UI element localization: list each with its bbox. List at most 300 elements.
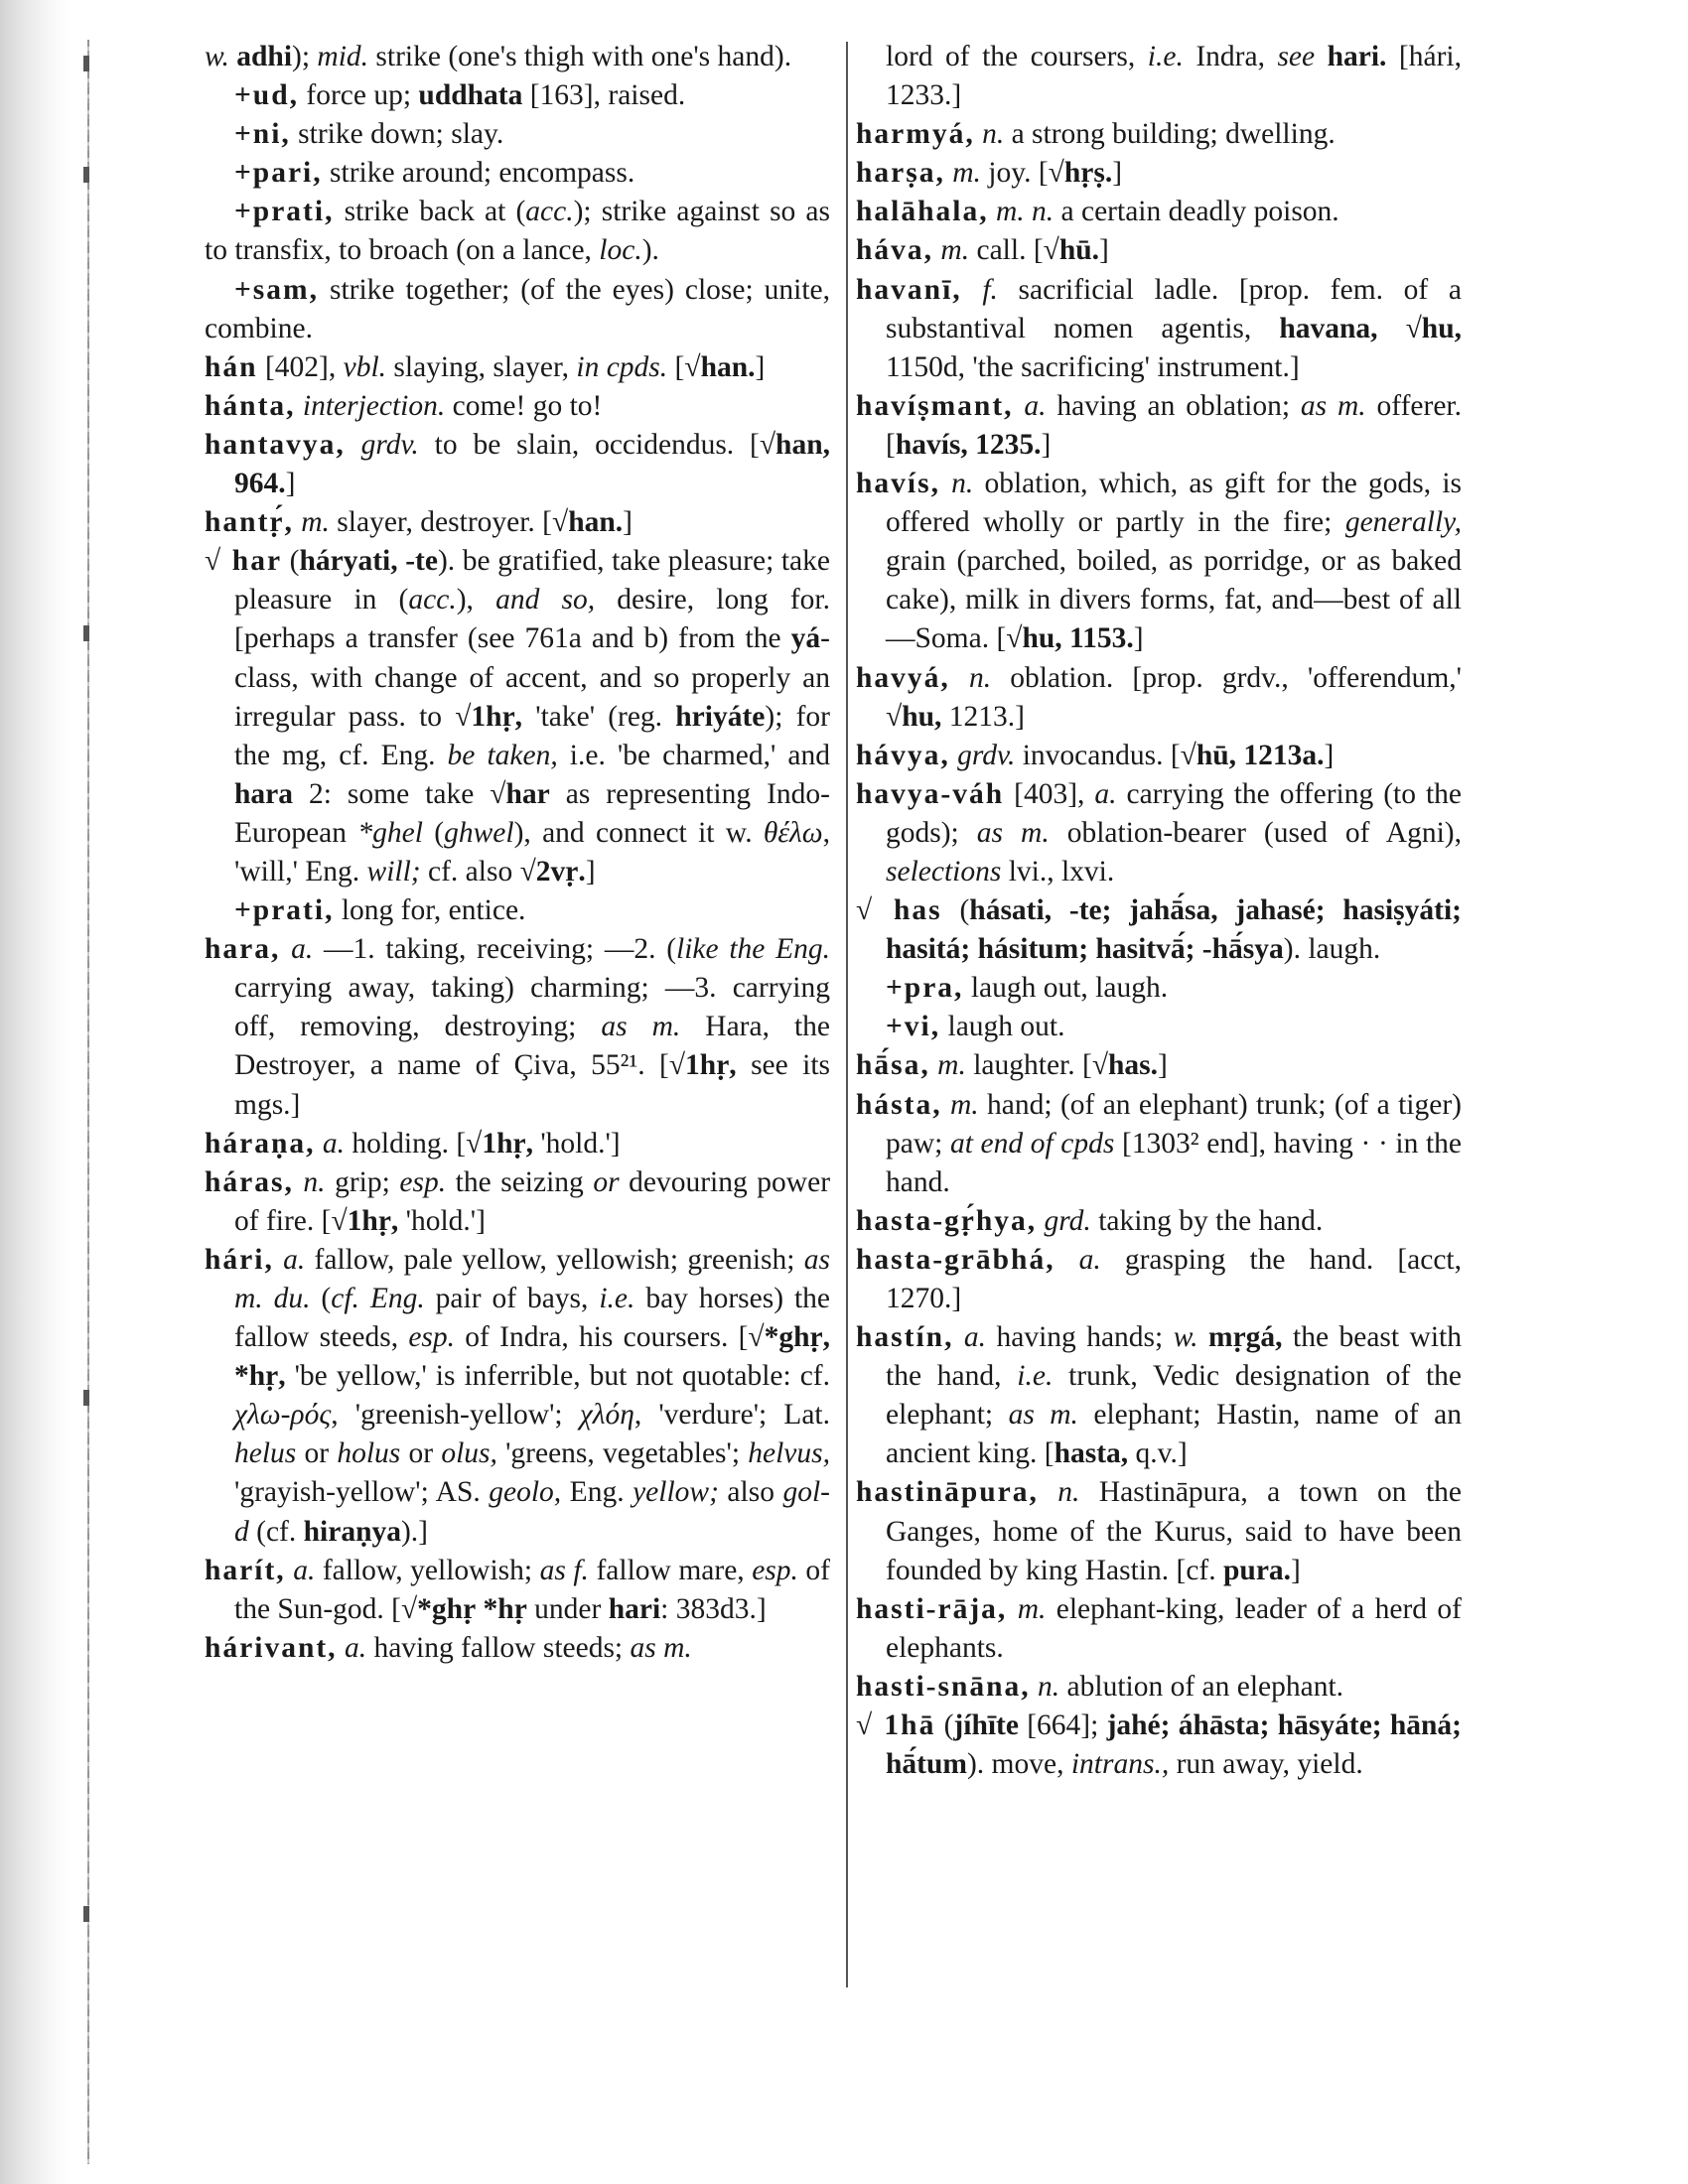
entry-text: esp. <box>752 1554 798 1586</box>
entry-text: [403], <box>1004 777 1095 810</box>
right-column <box>856 38 1462 1784</box>
dictionary-entry <box>856 1202 1462 1241</box>
entry-text: ); for the mg, cf. Eng. <box>234 700 830 771</box>
dictionary-entry <box>856 193 1462 231</box>
entry-text: long for, entice. <box>334 894 526 927</box>
entry-text <box>1007 1593 1017 1625</box>
entry-text: cf. also <box>420 855 520 887</box>
entry-text: yellow; <box>633 1476 719 1509</box>
entry-text: n. <box>982 118 1005 151</box>
entry-text: generally, <box>1344 506 1462 539</box>
entry-text: a certain deadly poison. <box>1054 196 1339 228</box>
entry-text: ), <box>456 584 496 616</box>
sub-entry <box>856 969 1462 1008</box>
entry-text: m. n. <box>995 196 1055 228</box>
entry-text: force up; <box>299 79 419 112</box>
column-divider <box>846 42 848 1987</box>
dictionary-entry <box>856 1086 1462 1202</box>
entry-text: 2: some take <box>293 777 491 810</box>
entry-text: 'be yellow,' is inferrible, but not quotable: cf. <box>285 1360 830 1393</box>
entry-text: Hastināpura, a town on the Ganges, home of the Kurus, said to have been founded by king Hastin. [cf. <box>886 1476 1463 1586</box>
entry-text: as m. <box>630 1631 692 1664</box>
entry-text <box>1198 1321 1208 1353</box>
dictionary-entry <box>205 387 830 426</box>
entry-text: grdv. <box>360 428 419 461</box>
headword: hávya, <box>856 739 950 771</box>
entry-text: a. <box>1094 777 1117 810</box>
entry-text: ] <box>1041 428 1052 461</box>
entry-text: hasta, <box>1054 1437 1129 1470</box>
entry-text: laugh out. <box>940 1011 1065 1043</box>
entry-text: ). be gratified, take pleasure; take pleasure in ( <box>234 545 830 616</box>
dictionary-entry <box>856 1706 1462 1784</box>
entry-text: i.e. <box>1017 1360 1054 1393</box>
dictionary-entry <box>856 659 1462 737</box>
entry-text: n. <box>951 468 974 500</box>
entry-text: like the Eng. <box>676 933 830 966</box>
entry-text: ] <box>1158 1049 1168 1082</box>
entry-text: in cpds. <box>576 350 668 383</box>
headword: hasti-rāja, <box>856 1592 1008 1625</box>
entry-text: grip; <box>325 1165 400 1198</box>
entry-text: hriyáte <box>675 700 766 733</box>
entry-text: carrying away, taking) charming; —3. carrying off, removing, destroying; <box>234 972 830 1043</box>
dictionary-entry <box>856 891 1462 969</box>
entry-text: √hū. <box>1043 234 1100 267</box>
entry-text: strike (one's thigh with one's hand). <box>368 41 792 72</box>
headword: harmyá, <box>856 118 975 151</box>
entry-text: √*ghṛ, *hṛ, <box>234 1321 830 1393</box>
entry-text: √*ghṛ *hṛ <box>400 1592 527 1625</box>
entry-text: or <box>400 1437 442 1470</box>
entry-text: m. <box>940 234 970 267</box>
dictionary-entry <box>856 1668 1462 1706</box>
entry-text: √hū, 1213a. <box>1180 739 1325 771</box>
headword: háras, <box>205 1165 294 1198</box>
entry-text: as representing Indo-European <box>234 777 830 849</box>
binding-mark <box>83 167 89 183</box>
entry-text: uddhata <box>418 79 523 112</box>
entry-text: jíhīte <box>953 1709 1019 1742</box>
entry-text: *ghel <box>357 816 423 849</box>
entry-text: laugh out, laugh. <box>963 972 1169 1005</box>
sub-entry <box>205 154 830 193</box>
entry-text: havís, 1235. <box>895 428 1042 461</box>
dictionary-entry <box>856 775 1462 891</box>
entry-text: ] <box>1099 234 1109 267</box>
sub-entry <box>856 38 1462 115</box>
entry-text: √hu, 1153. <box>1006 622 1134 655</box>
entry-text: w. <box>205 41 229 72</box>
headword: hantavya, <box>205 428 346 461</box>
headword: hastín, <box>856 1321 954 1354</box>
entry-text: oblation. [prop. grdv., 'offerendum,' <box>991 661 1462 694</box>
entry-text: as f. <box>539 1554 589 1586</box>
entry-text: the seizing <box>446 1165 594 1198</box>
entry-text: ] <box>1133 622 1144 655</box>
dictionary-entry <box>205 1125 830 1163</box>
headword: hantṛ́, <box>205 506 294 539</box>
entry-text <box>1039 1476 1057 1508</box>
entry-text: hara <box>234 777 293 810</box>
entry-text: strike back at ( <box>334 196 526 228</box>
entry-text: elephant-king, leader of a herd of elephants. <box>886 1592 1463 1664</box>
entry-text: m. <box>937 1049 966 1082</box>
entry-text: gol-d <box>234 1476 830 1548</box>
headword: havanī, <box>856 273 962 306</box>
entry-text: trunk, Vedic designation of the elephant; <box>886 1360 1462 1432</box>
entry-text: n. <box>303 1165 326 1198</box>
entry-text: call. [ <box>969 234 1044 267</box>
entry-text: : 383d3.] <box>660 1592 767 1625</box>
entry-text: esp. <box>408 1321 456 1354</box>
sub-entry <box>205 38 830 76</box>
entry-text: 'take' (reg. <box>522 700 676 733</box>
entry-text: of Indra, his coursers. [ <box>455 1321 749 1354</box>
entry-text: esp. <box>399 1165 447 1198</box>
entry-text: fallow, yellowish; <box>315 1554 540 1586</box>
dictionary-entry <box>856 1318 1462 1473</box>
entry-text: Eng. <box>561 1476 633 1509</box>
entry-text: [402], <box>257 350 344 383</box>
entry-text: ] <box>755 350 766 383</box>
headword: hasti-snāna, <box>856 1670 1031 1703</box>
sub-entry <box>205 76 830 115</box>
entry-text <box>940 468 951 499</box>
entry-text: loc. <box>599 234 642 267</box>
entry-text: 'hold.'] <box>398 1204 486 1237</box>
entry-text: pair of bays, <box>424 1283 600 1314</box>
headword: havyá, <box>856 661 950 694</box>
dictionary-entry <box>856 1473 1462 1589</box>
entry-text: ), and connect it w. <box>513 816 764 849</box>
entry-text: adhi <box>236 41 293 72</box>
headword: háraṇa, <box>205 1127 316 1160</box>
entry-text: ablution of an elephant. <box>1059 1670 1344 1703</box>
entry-text: √hṛṣ. <box>1048 157 1113 190</box>
entry-text: ); strike against so as to transfix, to broach (on a lance, <box>205 196 830 267</box>
dictionary-entry <box>205 1241 830 1552</box>
entry-text: bay horses) the fallow steeds, <box>234 1283 831 1354</box>
entry-text: ] <box>285 468 296 500</box>
entry-text: [hári, 1233.] <box>886 41 1462 112</box>
entry-text: —1. taking, receiving; —2. ( <box>313 933 677 966</box>
headword: √ has <box>856 894 942 927</box>
headword: hasta-gṛ́hya, <box>856 1204 1038 1237</box>
entry-text <box>950 662 969 694</box>
binding-mark <box>83 625 89 641</box>
sub-entry <box>856 1008 1462 1046</box>
dictionary-entry <box>205 426 830 503</box>
entry-text: grd. <box>1044 1204 1091 1237</box>
entry-text: ( <box>941 894 970 927</box>
entry-text: Hara, the Destroyer, a name of Çiva, 55²¹. [ <box>234 1011 830 1082</box>
entry-text: ). move, <box>966 1748 1071 1781</box>
entry-text: a strong building; dwelling. <box>1004 118 1336 151</box>
dictionary-entry <box>856 154 1462 193</box>
entry-text <box>296 390 303 422</box>
entry-text: √1hṛ, <box>455 700 523 733</box>
entry-text: see <box>1277 41 1316 72</box>
entry-text: √1hṛ, <box>466 1127 533 1160</box>
entry-text: fallow, pale yellow, yellowish; greenish; <box>305 1243 804 1276</box>
entry-text: √han. <box>552 506 624 539</box>
entry-text: vbl. <box>343 350 387 383</box>
dictionary-entry <box>205 348 830 387</box>
entry-text <box>338 1632 345 1664</box>
entry-text: desire, long for. [perhaps a transfer (see 761a and b) from the <box>234 584 831 655</box>
binding-mark <box>83 1390 89 1406</box>
entry-text: w. <box>1173 1321 1198 1354</box>
sub-entry <box>205 271 830 348</box>
entry-text: selections <box>886 855 1002 887</box>
entry-text: come! go to! <box>445 389 603 422</box>
entry-text: m. <box>301 506 330 539</box>
entry-text <box>975 118 982 150</box>
entry-text: to be slain, occidendus. [ <box>418 428 760 461</box>
entry-text: ghwel <box>444 816 514 849</box>
entry-text: offerer. [ <box>886 389 1462 461</box>
entry-text: √has. <box>1091 1049 1159 1082</box>
scan-edge-shadow <box>0 0 70 2184</box>
entry-text: f. <box>982 273 998 306</box>
entry-text: intrans., <box>1070 1748 1170 1781</box>
entry-text: strike down; slay. <box>290 118 504 151</box>
entry-text <box>1378 313 1406 344</box>
entry-text: [163], raised. <box>522 79 686 112</box>
entry-text: χλόη <box>579 1399 634 1432</box>
entry-text: having hands; <box>986 1321 1174 1354</box>
entry-text: i.e. <box>1147 41 1184 72</box>
headword: hán <box>205 350 258 383</box>
entry-text: or <box>593 1165 620 1198</box>
dictionary-entry <box>205 503 830 542</box>
entry-text: fallow mare, <box>588 1554 753 1586</box>
entry-text: geolo, <box>489 1476 562 1509</box>
entry-text <box>316 1128 323 1160</box>
sub-entry <box>205 891 830 930</box>
entry-text: a. <box>963 1321 987 1354</box>
binding-mark <box>83 1906 89 1922</box>
entry-text: √hu, <box>886 700 942 733</box>
headword: halāhala, <box>856 196 989 228</box>
headword: +ud, <box>234 79 299 112</box>
headword: hásta, <box>856 1088 942 1121</box>
entry-text: oblation-bearer (used of Agni), <box>1049 816 1462 849</box>
entry-text: as m. <box>1008 1399 1078 1432</box>
entry-text: slaying, slayer, <box>386 350 577 383</box>
headword: hárivant, <box>205 1631 338 1664</box>
dictionary-entry <box>205 930 830 1124</box>
entry-text: n. <box>1057 1476 1080 1509</box>
dictionary-entry <box>856 1241 1462 1318</box>
entry-text <box>953 1321 963 1353</box>
entry-text: grasping the hand. [acct, 1270.] <box>886 1243 1463 1314</box>
entry-text: as m. <box>1300 389 1366 422</box>
headword: hastināpura, <box>856 1476 1039 1509</box>
entry-text: oblation, which, as gift for the gods, is offered wholly or partly in the fire; <box>886 468 1462 539</box>
headword: háva, <box>856 234 934 267</box>
entry-text: under <box>526 1592 609 1625</box>
entry-text: invocandus. [ <box>1015 739 1181 771</box>
entry-text: ] <box>623 506 633 539</box>
entry-text: will; <box>366 855 421 887</box>
headword: hánta, <box>205 389 296 422</box>
entry-text: yá <box>790 622 821 655</box>
dictionary-entry <box>856 737 1462 775</box>
headword: hara, <box>205 933 281 966</box>
entry-text <box>280 933 291 965</box>
dictionary-entry <box>856 115 1462 154</box>
entry-text: the beast with the hand, <box>886 1321 1463 1393</box>
headword: hā́sa, <box>856 1049 930 1082</box>
entry-text <box>962 274 983 306</box>
entry-text: , 'will,' Eng. <box>234 816 831 887</box>
entry-text: ] <box>1112 157 1123 190</box>
dictionary-entry <box>205 542 830 891</box>
entry-text: [1303² end], having · · in the hand. <box>886 1127 1462 1198</box>
entry-text <box>1055 1244 1079 1276</box>
entry-text: 1213.] <box>941 700 1025 733</box>
entry-text: laughter. [ <box>965 1049 1092 1082</box>
entry-text: ( <box>422 816 445 849</box>
sub-entry <box>205 193 830 270</box>
entry-text: run away, yield. <box>1169 1748 1363 1781</box>
entry-text: a. <box>1078 1243 1101 1276</box>
entry-text: helvus, <box>748 1437 831 1470</box>
entry-text: holding. [ <box>345 1127 467 1160</box>
entry-text: ] <box>1324 739 1335 771</box>
entry-text: (cf. <box>248 1515 304 1548</box>
left-column <box>205 38 830 1668</box>
binding-edge-line <box>87 40 89 2164</box>
entry-text: or <box>296 1437 338 1470</box>
headword: +prati, <box>234 894 335 927</box>
entry-text: helus <box>234 1437 297 1470</box>
entry-text: lvi., lxvi. <box>1001 855 1115 887</box>
headword: +prati, <box>234 196 335 228</box>
dictionary-entry <box>856 271 1462 387</box>
entry-text <box>1315 41 1328 72</box>
entry-text <box>1031 1671 1038 1703</box>
entry-text: holus <box>337 1437 401 1470</box>
entry-text: m. <box>952 157 981 190</box>
entry-text: 'hold.'] <box>532 1127 621 1160</box>
entry-text: having an oblation; <box>1046 389 1301 422</box>
binding-mark <box>83 56 89 71</box>
entry-text: √1hṛ, <box>668 1049 737 1082</box>
entry-text: ); <box>292 41 318 72</box>
headword: +vi, <box>886 1011 941 1043</box>
entry-text: of the Sun-god. [ <box>234 1554 831 1625</box>
entry-text: q.v.] <box>1128 1437 1188 1470</box>
entry-text: , 'greenish-yellow'; <box>331 1399 580 1432</box>
entry-text: hari <box>608 1592 661 1625</box>
entry-text: be taken, <box>447 739 558 771</box>
headword: hasta-grābhá, <box>856 1243 1055 1276</box>
entry-text: √hu, <box>1405 312 1462 344</box>
entry-text: ). <box>641 234 659 267</box>
entry-text: ).] <box>400 1515 429 1548</box>
entry-text: i.e. <box>599 1283 635 1314</box>
dictionary-entry <box>856 231 1462 270</box>
dictionary-entry <box>856 1046 1462 1085</box>
entry-text <box>346 429 361 461</box>
dictionary-entry <box>856 387 1462 465</box>
entry-text: lord of the coursers, <box>886 41 1148 72</box>
entry-text: havana, <box>1279 312 1378 344</box>
headword: havís, <box>856 468 940 500</box>
entry-text: acc. <box>408 584 457 616</box>
entry-text: [ <box>667 350 685 383</box>
entry-text: √1hṛ, <box>331 1204 399 1237</box>
entry-text: ). laugh. <box>1283 933 1381 966</box>
entry-text: a. <box>293 1554 316 1586</box>
entry-text: jahé; áhāsta; hāsyáte; hāná; hā́tum <box>886 1709 1462 1781</box>
entry-text: a. <box>1024 389 1047 422</box>
entry-text: pura. <box>1223 1554 1292 1586</box>
headword: havya-váh <box>856 777 1005 810</box>
headword: harít, <box>205 1554 286 1586</box>
entry-text: n. <box>968 661 992 694</box>
entry-text: see its mgs.] <box>234 1049 830 1121</box>
headword: +pari, <box>234 157 323 190</box>
headword: √ 1hā <box>856 1709 936 1742</box>
entry-text: slayer, destroyer. [ <box>329 506 553 539</box>
entry-text: mid. <box>317 41 369 72</box>
entry-text: θέλω <box>763 816 823 849</box>
entry-text: ( <box>282 545 300 578</box>
entry-text: a. <box>283 1243 306 1276</box>
entry-text: a. <box>291 933 314 966</box>
entry-text: ( <box>935 1709 954 1742</box>
entry-text: elephant; Hastin, name of an ancient king. [ <box>886 1399 1462 1470</box>
entry-text: as m. <box>601 1011 681 1043</box>
entry-text: and so, <box>495 584 596 616</box>
entry-text: n. <box>1038 1670 1060 1703</box>
entry-text: as m. <box>976 816 1050 849</box>
entry-text <box>294 1166 304 1198</box>
dictionary-entry <box>205 1163 830 1241</box>
entry-text: interjection. <box>302 389 446 422</box>
entry-text: Indra, <box>1183 41 1278 72</box>
headword: +pra, <box>886 972 964 1005</box>
entry-text: [664]; <box>1018 1709 1107 1742</box>
entry-text: hand; (of an elephant) trunk; (of a tiger) paw; <box>886 1088 1462 1160</box>
headword: √ har <box>205 545 283 578</box>
entry-text: joy. [ <box>980 157 1049 190</box>
entry-text: hari. <box>1327 41 1387 72</box>
entry-text: √2vṛ. <box>519 855 586 887</box>
entry-text: having fallow steeds; <box>366 1631 631 1664</box>
entry-text: χλω-ρός <box>234 1399 332 1432</box>
entry-text: grain (parched, boiled, as porridge, or as baked cake), milk in divers forms, fat, and—best of all—Soma. [ <box>886 545 1462 655</box>
entry-text: strike around; encompass. <box>322 157 635 190</box>
entry-text: m. <box>949 1088 979 1121</box>
entry-text: carrying the offering (to the gods); <box>886 777 1462 849</box>
entry-text: √har <box>490 777 550 810</box>
entry-text: √han. <box>684 350 756 383</box>
entry-text <box>1014 390 1025 422</box>
entry-text: acc. <box>525 196 574 228</box>
sub-entry <box>205 115 830 154</box>
entry-text: taking by the hand. <box>1090 1204 1324 1237</box>
entry-text: a. <box>344 1631 367 1664</box>
headword: +sam, <box>234 273 319 306</box>
entry-text: hásati, -te; jahā́sa, jahasé; hasiṣyáti; hasitá; hásitum; hasitvā́; -hā́sya <box>886 894 1462 966</box>
entry-text: i.e. 'be charmed,' and <box>557 739 830 771</box>
entry-text: devouring power of fire. [ <box>234 1165 831 1237</box>
